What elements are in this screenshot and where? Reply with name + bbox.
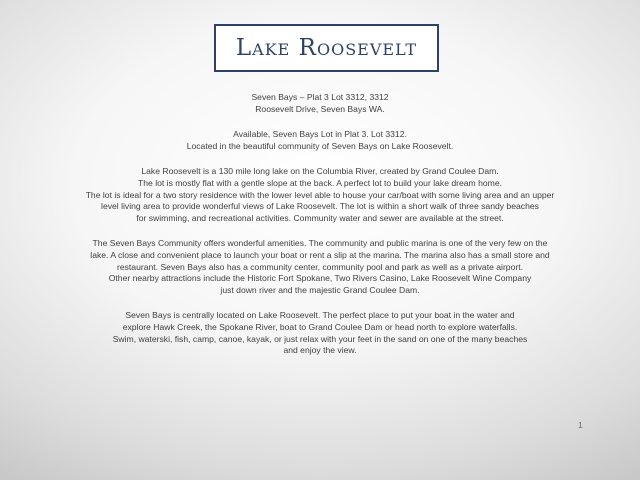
availability-block: [18, 129, 622, 152]
location-line: explore Hawk Creek, the Spokane River, boat to Grand Coulee Dam or head north to explore waterfalls.: [122, 321, 518, 332]
address-block: [18, 92, 622, 115]
title-box: [214, 24, 439, 72]
community-line: lake. A close and convenient place to launch your boat or rent a slip at the marina. The marina also has a small store and: [90, 249, 550, 260]
description-line: The lot is mostly flat with a gentle slope at the back. A perfect lot to build your lake dream home.: [138, 177, 502, 188]
availability-line: Located in the beautiful community of Seven Bays on Lake Roosevelt.: [186, 140, 454, 151]
community-line: Other nearby attractions include the Historic Fort Spokane, Two Rivers Casino, Lake Roosevelt Wine Company: [108, 273, 532, 284]
community-line: The Seven Bays Community offers wonderful amenities. The community and public marina is one of the very few on the: [92, 238, 548, 249]
description-line: Lake Roosevelt is a 130 mile long lake on the Columbia River, created by Grand Coulee Dam.: [141, 166, 499, 177]
page-title: Lake Roosevelt: [235, 35, 418, 61]
location-paragraph: [18, 310, 622, 356]
location-line: Swim, waterski, fish, camp, canoe, kayak, or just relax with your feet in the sand on one of the many beaches: [112, 333, 528, 344]
community-line: restaurant. Seven Bays also has a community center, community pool and park as well as a private airport.: [116, 261, 523, 272]
description-line: level living area to provide wonderful views of Lake Roosevelt. The lot is within a short walk of three sandy beaches: [101, 201, 539, 212]
location-line: Seven Bays is centrally located on Lake Roosevelt. The perfect place to put your boat in the water and: [125, 310, 515, 321]
description-paragraph: [18, 166, 622, 224]
description-line: The lot is ideal for a two story residence with the lower level able to house your car/boat with some living area and an upper: [85, 189, 555, 200]
address-line: Roosevelt Drive, Seven Bays WA.: [255, 103, 385, 114]
page-number: 1: [578, 420, 583, 430]
availability-line: Available, Seven Bays Lot in Plat 3. Lot 3312.: [233, 129, 407, 140]
address-line: Seven Bays – Plat 3 Lot 3312, 3312: [251, 92, 389, 102]
slide-body: [18, 92, 622, 371]
description-line: for swimming, and recreational activities. Community water and sewer are available at the street.: [136, 212, 504, 223]
community-paragraph: [18, 238, 622, 296]
location-line: and enjoy the view.: [283, 345, 357, 356]
community-line: just down river and the majestic Grand Coulee Dam.: [220, 284, 420, 295]
